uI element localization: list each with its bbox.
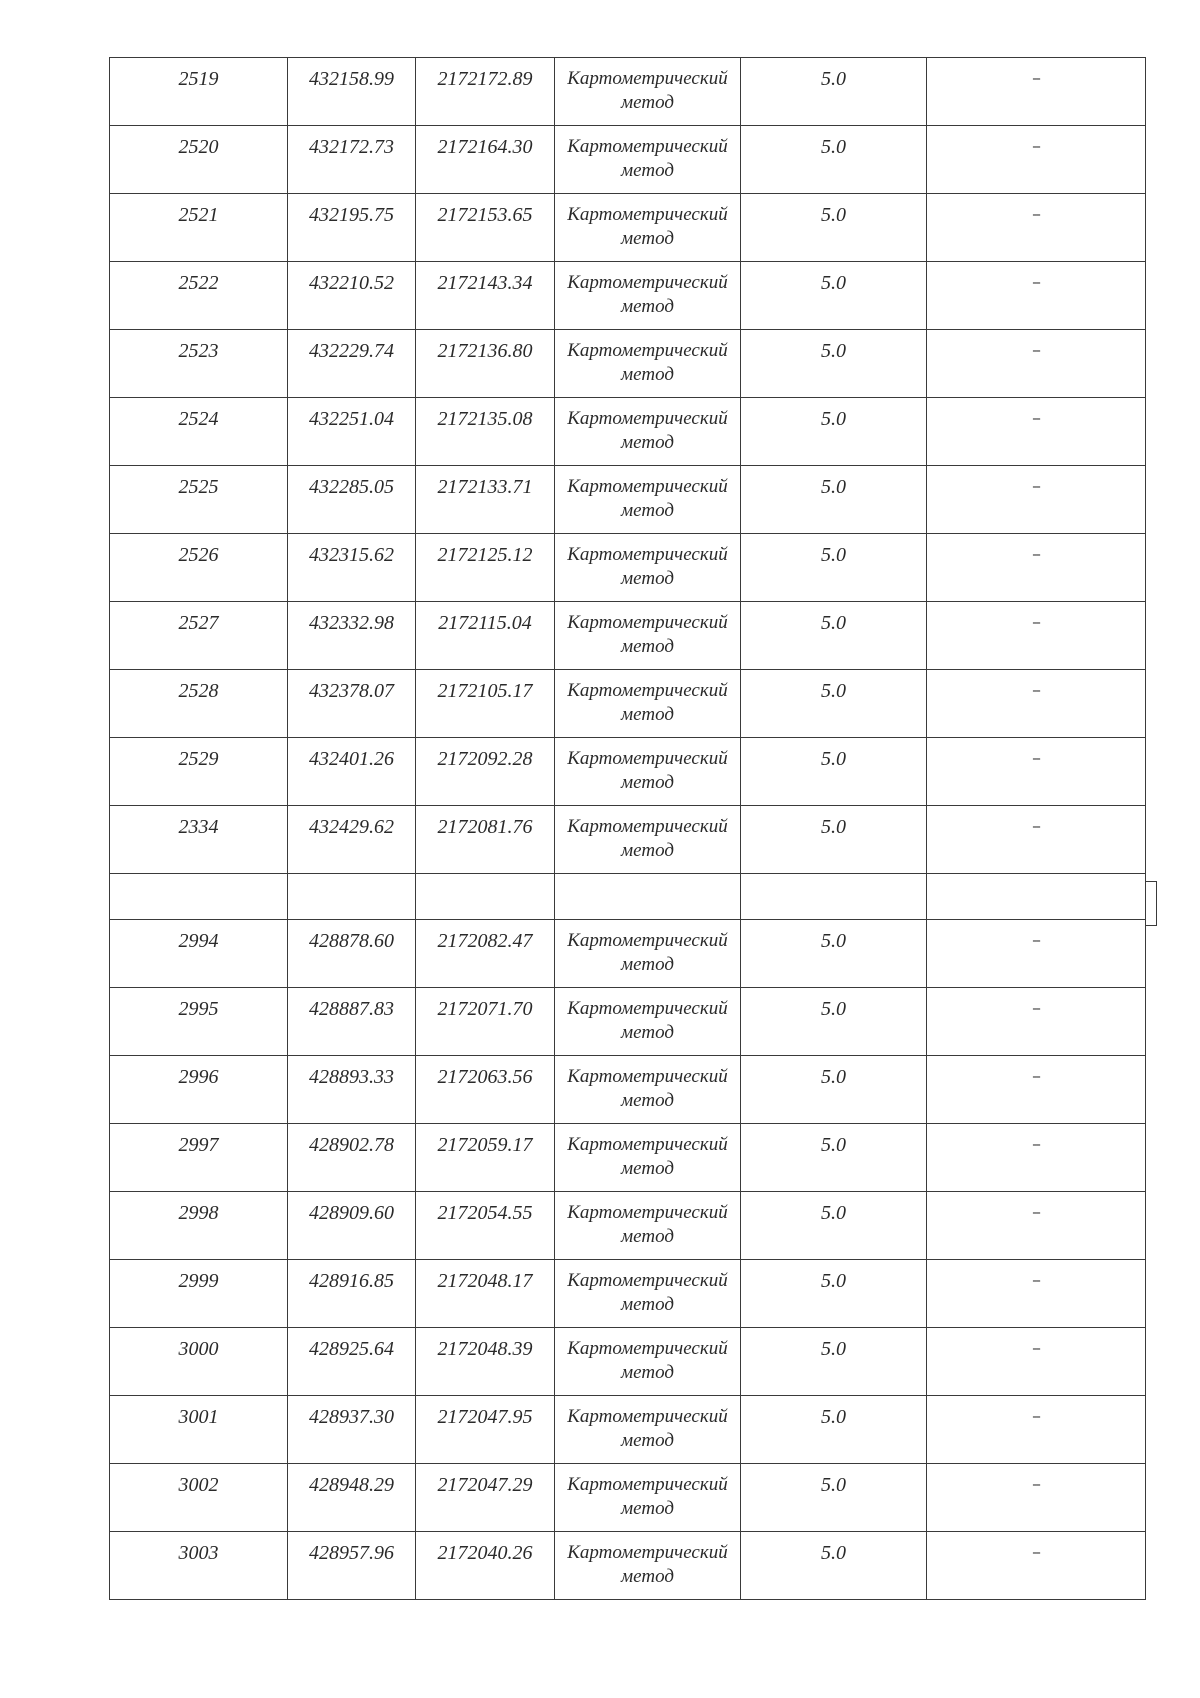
method-line-2: метод — [621, 364, 674, 385]
note-cell: -- — [927, 1056, 1146, 1124]
method-line-2: метод — [621, 772, 674, 793]
method-line-2: метод — [621, 1362, 674, 1383]
point-number-cell: 2520 — [110, 126, 288, 194]
y-coordinate-cell: 2172105.17 — [416, 670, 555, 738]
table-row — [110, 738, 1146, 806]
method-line-1: Картометрический — [567, 816, 728, 837]
note-cell: -- — [927, 920, 1146, 988]
point-number-cell: 2998 — [110, 1192, 288, 1260]
point-number-cell — [110, 874, 288, 920]
method-line-1: Картометрический — [567, 340, 728, 361]
x-coordinate-cell: 432332.98 — [288, 602, 416, 670]
method-cell — [555, 806, 741, 874]
note-cell: -- — [927, 126, 1146, 194]
accuracy-cell: 5.0 — [741, 1124, 927, 1192]
x-coordinate-cell: 428957.96 — [288, 1532, 416, 1600]
method-cell — [555, 466, 741, 534]
method-line-2: метод — [621, 500, 674, 521]
method-line-2: метод — [621, 1294, 674, 1315]
method-line-2: метод — [621, 840, 674, 861]
coordinates-table-body — [110, 58, 1146, 1600]
accuracy-cell: 5.0 — [741, 1464, 927, 1532]
method-line-1: Картометрический — [567, 408, 728, 429]
accuracy-cell: 5.0 — [741, 1396, 927, 1464]
method-line-2: метод — [621, 1226, 674, 1247]
x-coordinate-cell: 432229.74 — [288, 330, 416, 398]
method-line-1: Картометрический — [567, 68, 728, 89]
point-number-cell: 2995 — [110, 988, 288, 1056]
accuracy-cell: 5.0 — [741, 1532, 927, 1600]
y-coordinate-cell: 2172071.70 — [416, 988, 555, 1056]
note-cell: -- — [927, 602, 1146, 670]
method-line-2: метод — [621, 1430, 674, 1451]
note-cell: -- — [927, 398, 1146, 466]
method-cell — [555, 1124, 741, 1192]
x-coordinate-cell: 428878.60 — [288, 920, 416, 988]
method-cell — [555, 738, 741, 806]
x-coordinate-cell: 428916.85 — [288, 1260, 416, 1328]
method-cell — [555, 874, 741, 920]
method-cell — [555, 1328, 741, 1396]
note-cell: -- — [927, 1124, 1146, 1192]
method-cell — [555, 602, 741, 670]
x-coordinate-cell: 432378.07 — [288, 670, 416, 738]
method-line-2: метод — [621, 954, 674, 975]
accuracy-cell: 5.0 — [741, 466, 927, 534]
x-coordinate-cell: 428893.33 — [288, 1056, 416, 1124]
y-coordinate-cell — [416, 874, 555, 920]
table-row — [110, 1532, 1146, 1600]
y-coordinate-cell: 2172063.56 — [416, 1056, 555, 1124]
method-cell — [555, 1532, 741, 1600]
accuracy-cell: 5.0 — [741, 1328, 927, 1396]
accuracy-cell: 5.0 — [741, 262, 927, 330]
note-cell: -- — [927, 670, 1146, 738]
method-line-2: метод — [621, 1158, 674, 1179]
method-line-2: метод — [621, 704, 674, 725]
x-coordinate-cell: 428887.83 — [288, 988, 416, 1056]
point-number-cell: 2999 — [110, 1260, 288, 1328]
method-cell — [555, 1396, 741, 1464]
x-coordinate-cell: 432251.04 — [288, 398, 416, 466]
point-number-cell: 2521 — [110, 194, 288, 262]
point-number-cell: 2996 — [110, 1056, 288, 1124]
method-line-2: метод — [621, 160, 674, 181]
y-coordinate-cell: 2172135.08 — [416, 398, 555, 466]
method-cell — [555, 988, 741, 1056]
accuracy-cell: 5.0 — [741, 330, 927, 398]
y-coordinate-cell: 2172048.17 — [416, 1260, 555, 1328]
table-row — [110, 58, 1146, 126]
accuracy-cell: 5.0 — [741, 398, 927, 466]
method-line-2: метод — [621, 1090, 674, 1111]
method-line-2: метод — [621, 568, 674, 589]
table-row — [110, 398, 1146, 466]
table-row — [110, 670, 1146, 738]
method-line-1: Картометрический — [567, 1134, 728, 1155]
method-line-2: метод — [621, 1498, 674, 1519]
note-cell: -- — [927, 58, 1146, 126]
x-coordinate-cell: 428902.78 — [288, 1124, 416, 1192]
note-cell: -- — [927, 1532, 1146, 1600]
method-cell — [555, 920, 741, 988]
method-line-1: Картометрический — [567, 1270, 728, 1291]
note-cell: -- — [927, 1464, 1146, 1532]
accuracy-cell: 5.0 — [741, 1056, 927, 1124]
point-number-cell: 3000 — [110, 1328, 288, 1396]
method-cell — [555, 126, 741, 194]
method-cell — [555, 1464, 741, 1532]
table-row — [110, 262, 1146, 330]
method-line-1: Картометрический — [567, 136, 728, 157]
point-number-cell: 2519 — [110, 58, 288, 126]
point-number-cell: 2526 — [110, 534, 288, 602]
x-coordinate-cell: 432315.62 — [288, 534, 416, 602]
x-coordinate-cell: 428909.60 — [288, 1192, 416, 1260]
table-row — [110, 1328, 1146, 1396]
point-number-cell: 2527 — [110, 602, 288, 670]
method-cell — [555, 670, 741, 738]
x-coordinate-cell: 432210.52 — [288, 262, 416, 330]
table-row — [110, 126, 1146, 194]
x-coordinate-cell — [288, 874, 416, 920]
method-line-1: Картометрический — [567, 476, 728, 497]
table-row — [110, 1056, 1146, 1124]
point-number-cell: 2525 — [110, 466, 288, 534]
method-cell — [555, 58, 741, 126]
table-row — [110, 1260, 1146, 1328]
method-cell — [555, 1192, 741, 1260]
y-coordinate-cell: 2172125.12 — [416, 534, 555, 602]
note-cell: -- — [927, 466, 1146, 534]
y-coordinate-cell: 2172092.28 — [416, 738, 555, 806]
note-cell: -- — [927, 1192, 1146, 1260]
y-coordinate-cell: 2172164.30 — [416, 126, 555, 194]
x-coordinate-cell: 432401.26 — [288, 738, 416, 806]
table-row — [110, 806, 1146, 874]
table-row — [110, 602, 1146, 670]
method-cell — [555, 1260, 741, 1328]
point-number-cell: 2523 — [110, 330, 288, 398]
x-coordinate-cell: 432285.05 — [288, 466, 416, 534]
method-cell — [555, 1056, 741, 1124]
x-coordinate-cell: 432429.62 — [288, 806, 416, 874]
accuracy-cell: 5.0 — [741, 534, 927, 602]
accuracy-cell: 5.0 — [741, 1260, 927, 1328]
y-coordinate-cell: 2172054.55 — [416, 1192, 555, 1260]
note-cell: -- — [927, 738, 1146, 806]
method-line-1: Картометрический — [567, 544, 728, 565]
separator-row — [110, 874, 1146, 920]
method-line-1: Картометрический — [567, 1474, 728, 1495]
x-coordinate-cell: 432158.99 — [288, 58, 416, 126]
y-coordinate-cell: 2172040.26 — [416, 1532, 555, 1600]
accuracy-cell: 5.0 — [741, 194, 927, 262]
x-coordinate-cell: 428948.29 — [288, 1464, 416, 1532]
note-cell: -- — [927, 262, 1146, 330]
accuracy-cell: 5.0 — [741, 920, 927, 988]
note-cell: -- — [927, 1328, 1146, 1396]
point-number-cell: 2524 — [110, 398, 288, 466]
accuracy-cell: 5.0 — [741, 58, 927, 126]
note-cell — [927, 874, 1146, 920]
point-number-cell: 2522 — [110, 262, 288, 330]
y-coordinate-cell: 2172172.89 — [416, 58, 555, 126]
table-row — [110, 330, 1146, 398]
table-edge-stub — [1145, 881, 1157, 926]
y-coordinate-cell: 2172153.65 — [416, 194, 555, 262]
method-line-1: Картометрический — [567, 998, 728, 1019]
point-number-cell: 3003 — [110, 1532, 288, 1600]
point-number-cell: 2997 — [110, 1124, 288, 1192]
method-line-1: Картометрический — [567, 748, 728, 769]
note-cell: -- — [927, 1396, 1146, 1464]
method-line-1: Картометрический — [567, 272, 728, 293]
method-line-2: метод — [621, 228, 674, 249]
table-row — [110, 1396, 1146, 1464]
method-line-1: Картометрический — [567, 1202, 728, 1223]
method-cell — [555, 194, 741, 262]
y-coordinate-cell: 2172059.17 — [416, 1124, 555, 1192]
point-number-cell: 2334 — [110, 806, 288, 874]
accuracy-cell — [741, 874, 927, 920]
y-coordinate-cell: 2172143.34 — [416, 262, 555, 330]
y-coordinate-cell: 2172048.39 — [416, 1328, 555, 1396]
method-line-1: Картометрический — [567, 1066, 728, 1087]
method-line-1: Картометрический — [567, 1542, 728, 1563]
method-line-2: метод — [621, 1022, 674, 1043]
method-line-2: метод — [621, 432, 674, 453]
method-line-2: метод — [621, 296, 674, 317]
point-number-cell: 2994 — [110, 920, 288, 988]
point-number-cell: 3001 — [110, 1396, 288, 1464]
point-number-cell: 3002 — [110, 1464, 288, 1532]
note-cell: -- — [927, 1260, 1146, 1328]
y-coordinate-cell: 2172081.76 — [416, 806, 555, 874]
y-coordinate-cell: 2172082.47 — [416, 920, 555, 988]
table-row — [110, 194, 1146, 262]
method-line-1: Картометрический — [567, 1406, 728, 1427]
method-line-2: метод — [621, 92, 674, 113]
table-row — [110, 534, 1146, 602]
method-line-2: метод — [621, 636, 674, 657]
note-cell: -- — [927, 806, 1146, 874]
note-cell: -- — [927, 194, 1146, 262]
point-number-cell: 2529 — [110, 738, 288, 806]
method-cell — [555, 398, 741, 466]
coordinates-table — [109, 57, 1146, 1600]
x-coordinate-cell: 432195.75 — [288, 194, 416, 262]
table-row — [110, 920, 1146, 988]
y-coordinate-cell: 2172047.29 — [416, 1464, 555, 1532]
y-coordinate-cell: 2172133.71 — [416, 466, 555, 534]
table-row — [110, 1464, 1146, 1532]
x-coordinate-cell: 428925.64 — [288, 1328, 416, 1396]
method-cell — [555, 330, 741, 398]
method-line-1: Картометрический — [567, 204, 728, 225]
method-line-1: Картометрический — [567, 612, 728, 633]
accuracy-cell: 5.0 — [741, 602, 927, 670]
note-cell: -- — [927, 534, 1146, 602]
method-cell — [555, 534, 741, 602]
y-coordinate-cell: 2172047.95 — [416, 1396, 555, 1464]
point-number-cell: 2528 — [110, 670, 288, 738]
accuracy-cell: 5.0 — [741, 988, 927, 1056]
method-line-1: Картометрический — [567, 930, 728, 951]
x-coordinate-cell: 432172.73 — [288, 126, 416, 194]
table-row — [110, 466, 1146, 534]
accuracy-cell: 5.0 — [741, 1192, 927, 1260]
table-row — [110, 1124, 1146, 1192]
x-coordinate-cell: 428937.30 — [288, 1396, 416, 1464]
method-line-2: метод — [621, 1566, 674, 1587]
method-cell — [555, 262, 741, 330]
method-line-1: Картометрический — [567, 1338, 728, 1359]
accuracy-cell: 5.0 — [741, 806, 927, 874]
accuracy-cell: 5.0 — [741, 126, 927, 194]
y-coordinate-cell: 2172115.04 — [416, 602, 555, 670]
note-cell: -- — [927, 988, 1146, 1056]
table-row — [110, 1192, 1146, 1260]
note-cell: -- — [927, 330, 1146, 398]
accuracy-cell: 5.0 — [741, 738, 927, 806]
table-row — [110, 988, 1146, 1056]
y-coordinate-cell: 2172136.80 — [416, 330, 555, 398]
accuracy-cell: 5.0 — [741, 670, 927, 738]
method-line-1: Картометрический — [567, 680, 728, 701]
